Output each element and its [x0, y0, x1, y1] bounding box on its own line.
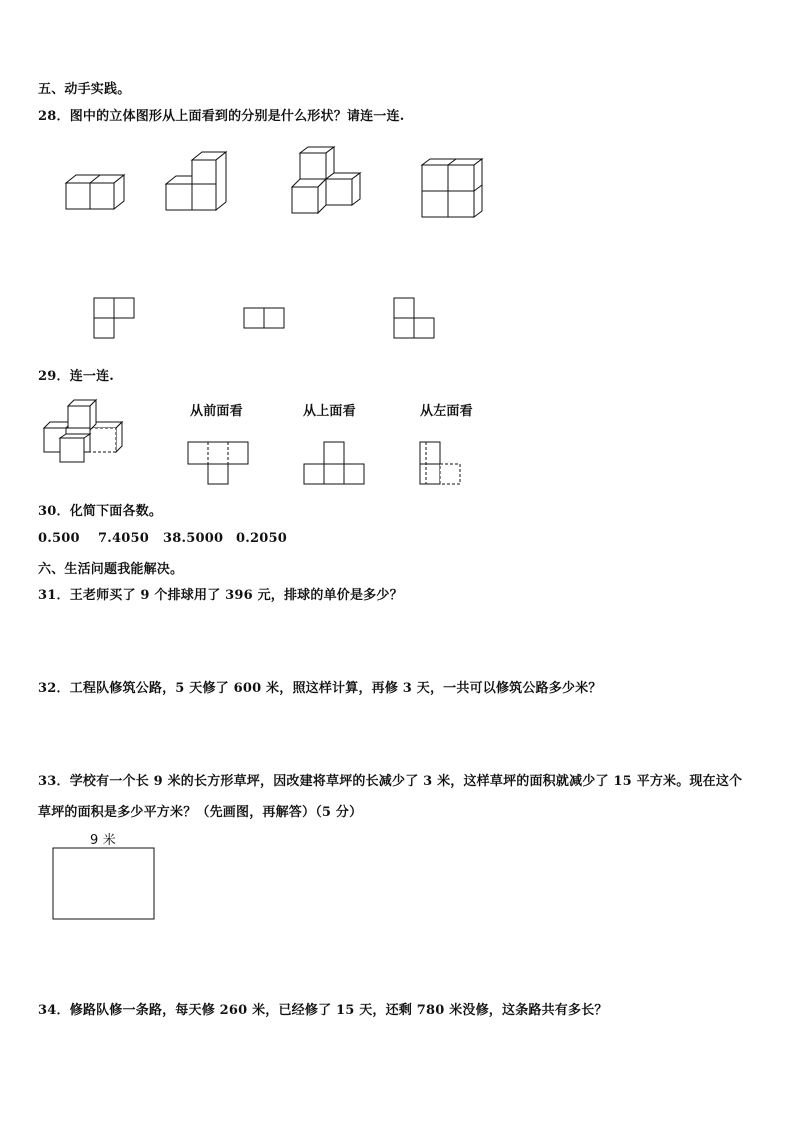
section-5-title: 五、动手实践。	[38, 82, 131, 97]
question-29-text: 29．连一连.	[38, 369, 115, 384]
q29-view-label-top: 从上面看	[303, 404, 356, 419]
question-30-text: 30．化简下面各数。	[38, 504, 163, 519]
question-28-text: 28．图中的立体图形从上面看到的分别是什么形状？请连一连.	[38, 109, 405, 124]
q29-solid-figure	[40, 398, 136, 468]
section-6-title: 六、生活问题我能解决。	[38, 562, 184, 577]
q28-top-view-3	[392, 296, 438, 340]
q28-top-view-2	[242, 306, 288, 330]
question-33-text-line-1: 33．学校有一个长 9 米的长方形草坪，因改建将草坪的长减少了 3 米，这样草坪的面积就减少了 15 平方米。现在这个	[38, 774, 743, 789]
q28-solid-figure-3	[288, 145, 364, 217]
question-34-text: 34．修路队修一条路，每天修 260 米，已经修了 15 天，还剩 780 米没修，这条路共有多长？	[38, 1003, 608, 1018]
q30-number-3: 38.5000	[163, 531, 224, 546]
q28-solid-figure-4	[418, 155, 488, 221]
question-32-text: 32．工程队修筑公路，5 天修了 600 米，照这样计算，再修 3 天，一共可以修筑公路多少米？	[38, 681, 602, 696]
q29-view-shape-2	[302, 440, 368, 486]
question-31-text: 31．王老师买了 9 个排球用了 396 元，排球的单价是多少？	[38, 588, 403, 603]
q30-number-2: 7.4050	[98, 531, 149, 546]
q33-figure-label: 9 米	[90, 833, 117, 848]
q30-number-1: 0.500	[38, 531, 80, 546]
q28-solid-figure-2	[162, 150, 232, 216]
q29-view-label-left: 从左面看	[420, 404, 473, 419]
q29-view-shape-3	[418, 440, 466, 486]
q28-solid-figure-1	[60, 165, 130, 215]
question-33-text-line-2: 草坪的面积是多少平方米？（先画图，再解答）（5 分）	[38, 805, 363, 820]
q28-top-view-1	[92, 296, 138, 340]
q29-view-label-front: 从前面看	[190, 404, 243, 419]
q29-view-shape-1	[186, 440, 254, 486]
q30-number-4: 0.2050	[236, 531, 287, 546]
q33-rectangle-figure	[52, 847, 156, 921]
